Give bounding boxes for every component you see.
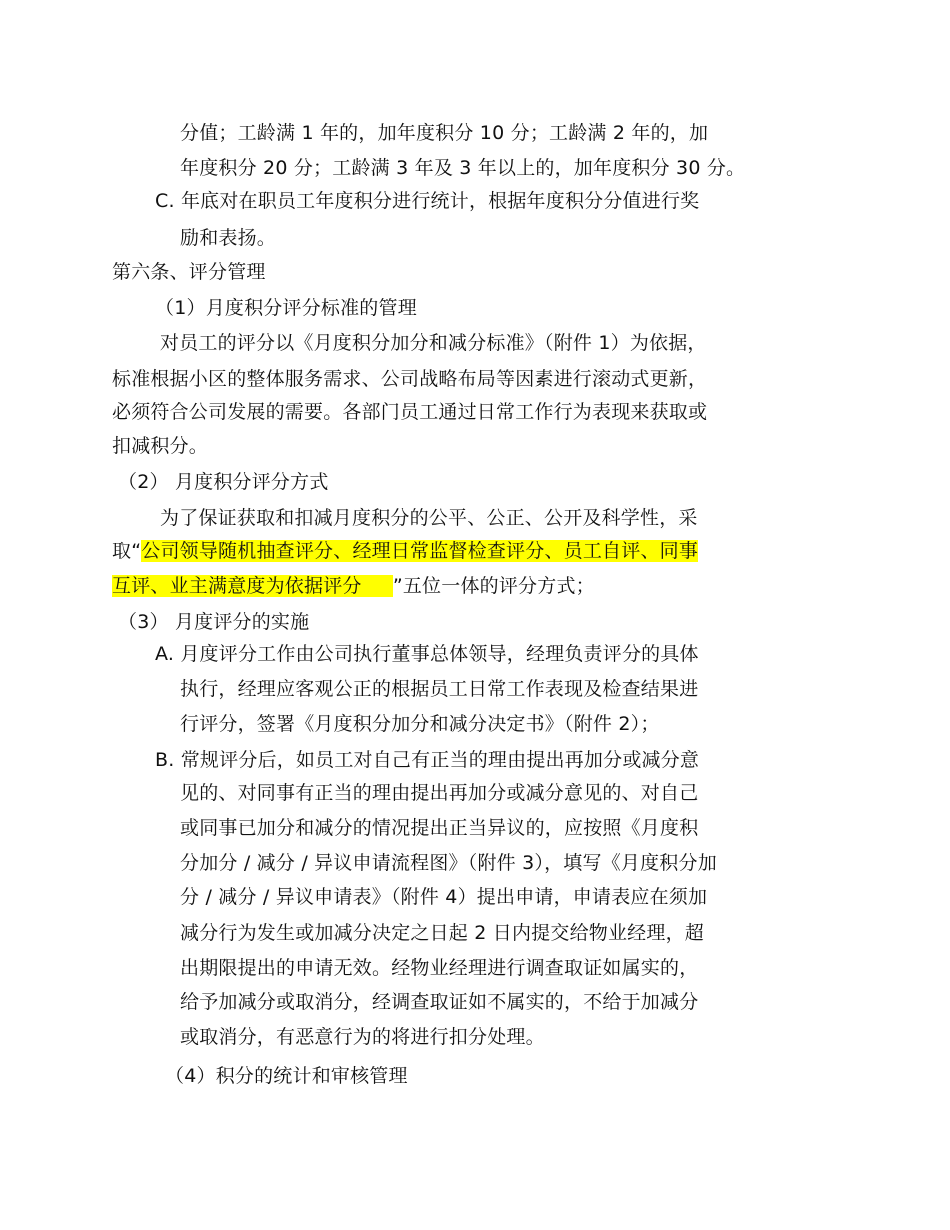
list-item-b: B. 常规评分后，如员工对自己有正当的理由提出再加分或减分意 (155, 749, 700, 771)
subsection-heading: （3） 月度评分的实施 (118, 611, 310, 633)
subsection-heading: （4）积分的统计和审核管理 (165, 1065, 408, 1087)
paragraph-line: 必须符合公司发展的需要。各部门员工通过日常工作行为表现来获取或 (112, 401, 708, 423)
paragraph-line: 扣减积分。 (112, 435, 209, 457)
paragraph-line: 标准根据小区的整体服务需求、公司战略布局等因素进行滚动式更新， (112, 368, 708, 390)
subsection-heading: （2） 月度积分评分方式 (118, 471, 329, 493)
highlighted-text: 互评、业主满意度为依据评分 (112, 575, 393, 597)
paragraph-line (112, 538, 698, 564)
text-line: 分值；工龄满 1 年的，加年度积分 10 分；工龄满 2 年的，加 (180, 122, 709, 144)
text-line: 出期限提出的申请无效。经物业经理进行调查取证如属实的， (180, 957, 699, 979)
text-line: 或取消分，有恶意行为的将进行扣分处理。 (180, 1026, 545, 1048)
text-line: 年度积分 20 分；工龄满 3 年及 3 年以上的，加年度积分 30 分。 (180, 157, 746, 179)
text-line: 分加分 / 减分 / 异议申请流程图》（附件 3），填写《月度积分加 (180, 852, 717, 874)
section-heading: 第六条、评分管理 (112, 261, 266, 283)
paragraph-text: 取“ (112, 540, 142, 562)
text-line: 给予加减分或取消分，经调查取证如不属实的，不给于加减分 (180, 991, 699, 1013)
text-line: 见的、对同事有正当的理由提出再加分或减分意见的、对自己 (180, 782, 699, 804)
text-line: 行评分，签署《月度积分加分和减分决定书》（附件 2）； (180, 713, 660, 735)
list-item-c: C. 年底对在职员工年度积分进行统计，根据年度积分分值进行奖 (155, 190, 700, 212)
subsection-heading: （1）月度积分评分标准的管理 (155, 297, 417, 319)
paragraph-line: 对员工的评分以《月度积分加分和减分标准》（附件 1）为依据， (160, 332, 707, 354)
paragraph-line: 为了保证获取和扣减月度积分的公平、公正、公开及科学性，采 (160, 507, 698, 529)
text-line: 或同事已加分和减分的情况提出正当异议的，应按照《月度积 (180, 817, 699, 839)
paragraph-line (112, 573, 595, 599)
paragraph-text: ”五位一体的评分方式； (392, 575, 595, 597)
list-item-a: A. 月度评分工作由公司执行董事总体领导，经理负责评分的具体 (155, 643, 699, 665)
text-line: 减分行为发生或加减分决定之日起 2 日内提交给物业经理，超 (180, 922, 704, 944)
highlighted-text: 公司领导随机抽查评分、经理日常监督检查评分、员工自评、同事 (141, 540, 699, 562)
text-line: 励和表扬。 (180, 227, 277, 249)
text-line: 分 / 减分 / 异议申请表》（附件 4）提出申请，申请表应在须加 (180, 886, 708, 908)
text-line: 执行，经理应客观公正的根据员工日常工作表现及检查结果进 (180, 678, 699, 700)
